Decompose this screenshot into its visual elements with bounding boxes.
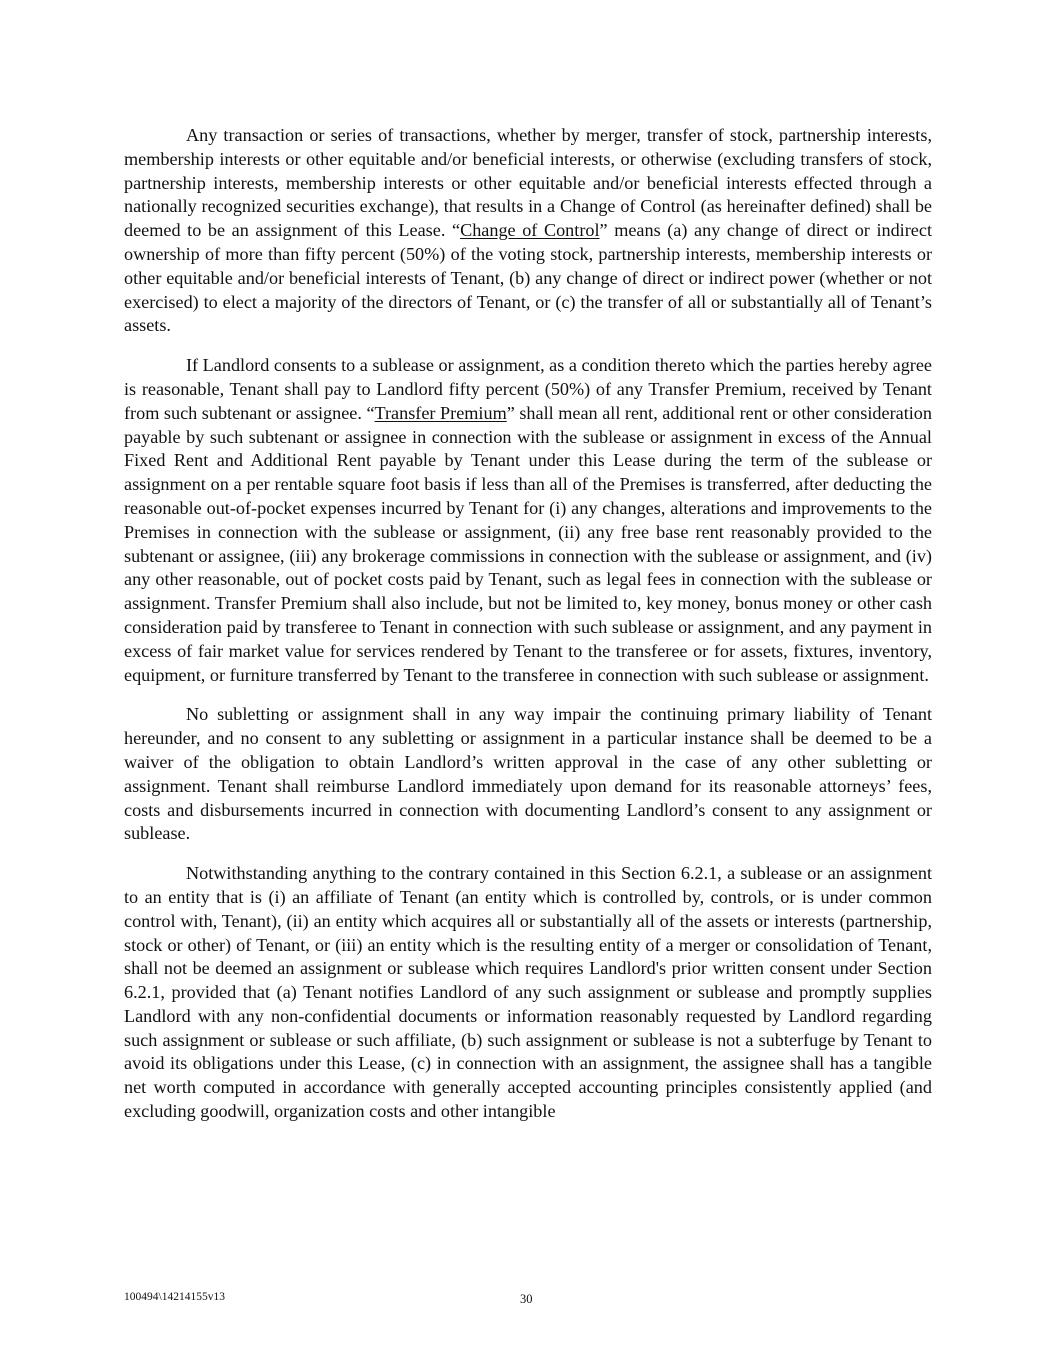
defined-term-change-of-control: Change of Control bbox=[460, 220, 600, 241]
paragraph-change-of-control bbox=[124, 124, 932, 338]
paragraph-text: ” means (a) any change of direct or indirect ownership of more than fifty percent (50%) of the voting stock, partnership interests, membership interests or other equitable and/or beneficial interests of Tenant, (b) any change of direct or indirect power (whether or not exercised) to elect a majority of the directors of Tenant, or (c) the transfer of all or substantially all of Tenant’s assets. bbox=[124, 220, 932, 336]
paragraph-transfer-premium bbox=[124, 354, 932, 687]
paragraph-permitted-transfers: Notwithstanding anything to the contrary contained in this Section 6.2.1, a sublease or an assignment to an entity that is (i) an affiliate of Tenant (an entity which is controlled by, controls, or is under common control with, Tenant), (ii) an entity which acquires all or substantially all of the assets or interests (partnership, stock or other) of Tenant, or (iii) an entity which is the resulting entity of a merger or consolidation of Tenant, shall not be deemed an assignment or sublease which requires Landlord's prior written consent under Section 6.2.1, provided that (a) Tenant notifies Landlord of any such assignment or sublease and promptly supplies Landlord with any non-confidential documents or information reasonably requested by Landlord regarding such assignment or sublease or such affiliate, (b) such assignment or sublease is not a subterfuge by Tenant to avoid its obligations under this Lease, (c) in connection with an assignment, the assignee shall has a tangible net worth computed in accordance with generally accepted accounting principles consistently applied (and excluding goodwill, organization costs and other intangible bbox=[124, 863, 932, 1122]
paragraph-text: Any transaction or series of transactions, whether by merger, transfer of stock, partnership interests, membership interests or other equitable and/or beneficial interests, or otherwise (excluding transfers of stock, partnership interests, membership interests or other equitable and/or beneficial interests effected through a nationally recognized securities exchange), that results in a Change of Control (as hereinafter defined) shall be deemed to be an assignment of this Lease. “ bbox=[124, 125, 932, 241]
paragraph-text: If Landlord consents to a sublease or assignment, as a condition thereto which the parties hereby agree is reasonable, Tenant shall pay to Landlord fifty percent (50%) of any Transfer Premium, received by Tenant from such subtenant or assignee. “ bbox=[124, 355, 932, 423]
paragraph-text: ” shall mean all rent, additional rent or other consideration payable by such subtenant or assignee in connection with the sublease or assignment in excess of the Annual Fixed Rent and Additional Rent payable by Tenant under this Lease during the term of the sublease or assignment on a per rentable square foot basis if less than all of the Premises is transferred, after deducting the reasonable out-of-pocket expenses incurred by Tenant for (i) any changes, alterations and improvements to the Premises in connection with the sublease or assignment, (ii) any free base rent reasonably provided to the subtenant or assignee, (iii) any brokerage commissions in connection with the sublease or assignment, and (iv) any other reasonable, out of pocket costs paid by Tenant, such as legal fees in connection with the sublease or assignment. Transfer Premium shall also include, but not be limited to, key money, bonus money or other cash consideration paid by transferee to Tenant in connection with such sublease or assignment, and any payment in excess of fair market value for services rendered by Tenant to the transferee or for assets, fixtures, inventory, equipment, or furniture transferred by Tenant to the transferee in connection with such sublease or assignment. bbox=[124, 402, 932, 685]
document-body bbox=[124, 124, 932, 1140]
footer-page-number: 30 bbox=[520, 1292, 533, 1306]
footer-document-id: 100494\14214155v13 bbox=[124, 1291, 225, 1303]
defined-term-transfer-premium: Transfer Premium bbox=[374, 402, 507, 423]
paragraph-continuing-liability: No subletting or assignment shall in any way impair the continuing primary liability of Tenant hereunder, and no consent to any subletting or assignment in a particular instance shall be deemed to be a waiver of the obligation to obtain Landlord’s written approval in the case of any other subletting or assignment. Tenant shall reimburse Landlord immediately upon demand for its reasonable attorneys’ fees, costs and disbursements incurred in connection with documenting Landlord’s consent to any assignment or sublease. bbox=[124, 704, 932, 844]
